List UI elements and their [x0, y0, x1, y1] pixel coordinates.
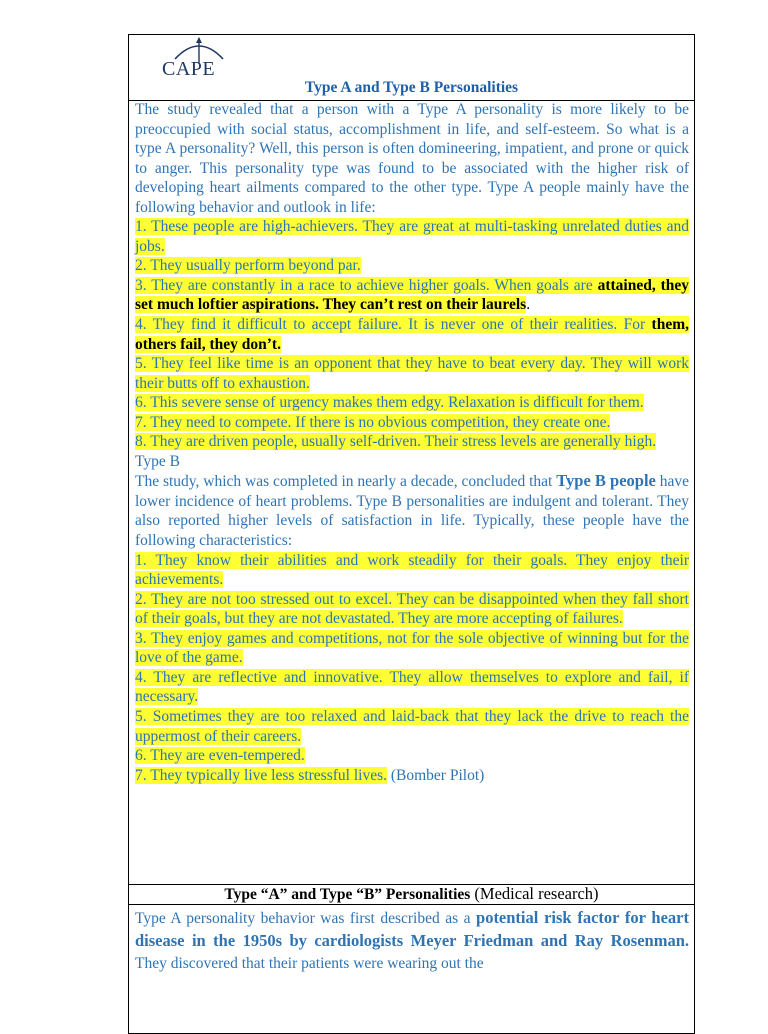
- header-row: [129, 35, 694, 101]
- type-a-item-1-text: 1. These people are high-achievers. They are great at multi-tasking unrelated duties and jobs.: [135, 218, 689, 255]
- body-text: [135, 100, 689, 785]
- medical-research-section: [129, 904, 694, 1033]
- type-b-item-3: [135, 629, 689, 668]
- type-b-intro-bold: Type B people: [556, 471, 656, 491]
- type-a-item-1: [135, 217, 689, 256]
- type-a-item-7: [135, 413, 689, 433]
- type-a-item-3-text: 3. They are constantly in a race to achieve higher goals. When goals are: [135, 276, 598, 294]
- type-b-item-7-text: 7. They typically live less stressful lives.: [135, 766, 387, 784]
- type-a-item-3: [135, 276, 689, 315]
- type-b-item-2: [135, 590, 689, 629]
- type-a-item-5: [135, 354, 689, 393]
- type-a-item-4: [135, 315, 689, 354]
- type-b-item-3-text: 3. They enjoy games and competitions, not for the sole objective of winning but for the love of the game.: [135, 629, 689, 667]
- type-a-intro: The study revealed that a person with a Type A personality is more likely to be preoccupied with social status, accomplishment in life, and self-esteem. So what is a type A personality? Well, this person is often domineering, impatient, and prone or quick to anger. This personality type was found to be associated with the higher risk of developing heart ailments compared to the other type. Type A people mainly have the following behavior and outlook in life:: [135, 101, 689, 216]
- logo-text: CAPE: [162, 58, 216, 80]
- type-b-item-6-text: 6. They are even-tempered.: [135, 747, 305, 765]
- medical-text-bold: potential risk factor for heart disease in the 1950s by cardiologists Meyer Friedman and Ray Rosenman.: [135, 908, 689, 950]
- type-a-item-8-text: 8. They are driven people, usually self-driven. Their stress levels are generally high.: [135, 433, 657, 451]
- type-a-item-4-text: 4. They find it difficult to accept failure. It is never one of their realities. For: [135, 316, 652, 334]
- type-b-intro-a: The study, which was completed in nearly a decade, concluded that: [135, 473, 557, 491]
- type-a-item-2-text: 2. They usually perform beyond par.: [135, 257, 361, 275]
- type-b-item-4-text: 4. They are reflective and innovative. They allow themselves to explore and fail, if necessary.: [135, 668, 689, 706]
- type-a-item-6-text: 6. This severe sense of urgency makes them edgy. Relaxation is difficult for them.: [135, 394, 644, 412]
- document-frame: [128, 34, 695, 1034]
- type-a-item-8: [135, 432, 689, 452]
- section-heading-normal: (Medical research): [470, 884, 599, 903]
- type-a-item-5-text: 5. They feel like time is an opponent that they have to beat every day. They will work their butts off to exhaustion.: [135, 355, 689, 392]
- page-title: Type A and Type B Personalities: [304, 79, 519, 96]
- type-a-b-body: [129, 100, 694, 885]
- type-a-item-3-bold: attained, they set much loftier aspirations. They can’t rest on their laurels: [135, 276, 689, 314]
- section-heading-bold: Type “A” and Type “B” Personalities: [224, 886, 471, 903]
- type-b-item-5-text: 5. Sometimes they are too relaxed and laid-back that they lack the drive to reach the uppermost of their careers.: [135, 707, 689, 745]
- type-b-item-1-text: 1. They know their abilities and work steadily for their goals. They enjoy their achievements.: [135, 551, 689, 589]
- type-a-item-7-text: 7. They need to compete. If there is no obvious competition, they create one.: [135, 413, 611, 431]
- type-b-source: (Bomber Pilot): [386, 766, 485, 784]
- type-a-item-6: [135, 393, 689, 413]
- type-b-item-1: [135, 551, 689, 590]
- medical-text: [135, 907, 689, 975]
- type-b-intro: [135, 471, 689, 550]
- type-b-item-6: [135, 746, 689, 766]
- type-a-item-3-end: .: [526, 296, 531, 314]
- type-b-item-4: [135, 668, 689, 707]
- type-a-item-2: [135, 256, 689, 276]
- type-b-item-7: [135, 766, 689, 786]
- type-b-intro-b: have lower incidence of heart problems. Type B personalities are indulgent and tolerant. They also reported higher levels of satisfaction in life. Typically, these people have the following characteristics:: [135, 473, 689, 550]
- medical-text-a: Type A personality behavior was first described as a: [135, 910, 477, 927]
- type-a-item-4-bold: them, others fail, they don’t.: [135, 316, 689, 353]
- section-heading: [129, 884, 694, 905]
- medical-text-b: They discovered that their patients were wearing out the: [135, 955, 484, 972]
- type-b-item-5: [135, 707, 689, 746]
- type-b-heading: Type B: [135, 452, 180, 470]
- type-b-item-2-text: 2. They are not too stressed out to excel. They can be disappointed when they fall short of their goals, but they are not devastated. They are more accepting of failures.: [135, 590, 689, 628]
